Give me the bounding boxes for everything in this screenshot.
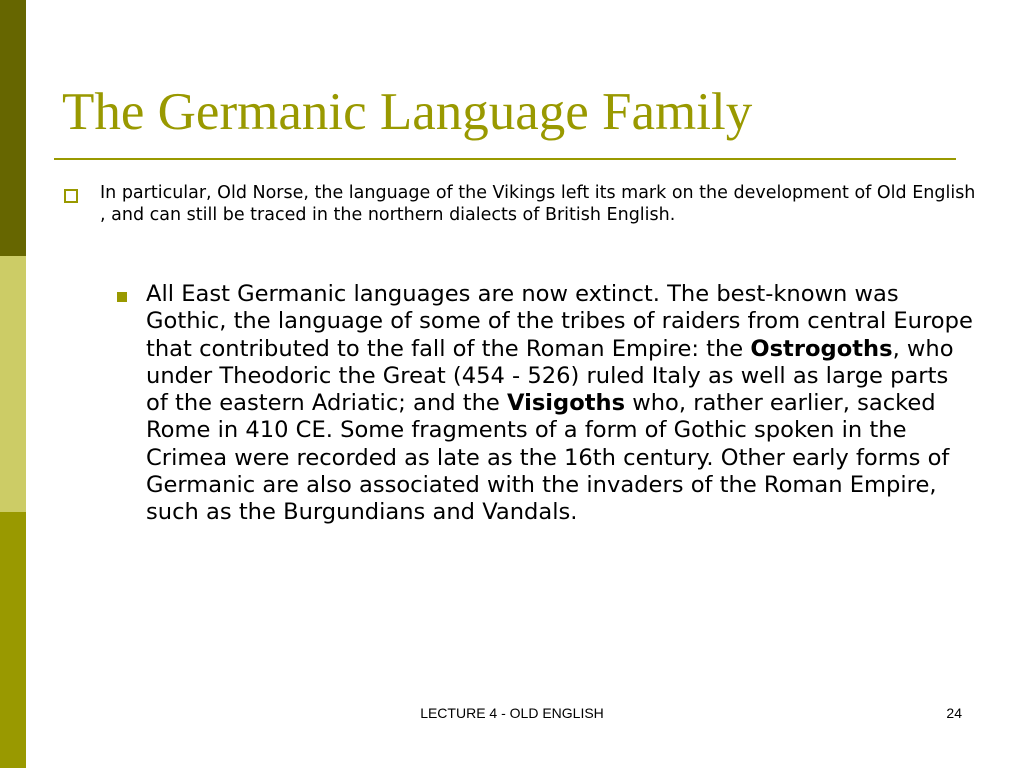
slide-title: The Germanic Language Family bbox=[62, 83, 753, 141]
title-underline bbox=[54, 158, 956, 160]
bullet-level2-segment: who, rather earlier, sacked Rome in 410 CE. Some fragments of a form of Gothic spoken in the Crimea were recorded as late as the 16th century. Other early forms of Germanic are also associated with the invaders of the Roman Empire, such as the Burgundians and Vandals. bbox=[146, 390, 950, 526]
hollow-square-bullet-icon bbox=[64, 189, 78, 203]
ostrogoths-term: Ostrogoths bbox=[750, 335, 893, 362]
left-band-light bbox=[0, 256, 26, 512]
filled-square-bullet-icon bbox=[117, 292, 127, 302]
bullet-level2-segment: All East Germanic languages are now extinct. The best-known was Gothic, the language of some of the tribes of raiders from central Europe that contributed to the fall of the Roman Empire: the bbox=[146, 281, 973, 362]
footer-lecture-label: LECTURE 4 - OLD ENGLISH bbox=[420, 705, 604, 721]
footer-page-number: 24 bbox=[946, 705, 962, 721]
bullet-level1-text: In particular, Old Norse, the language of the Vikings left its mark on the development of Old English , and can still be traced in the northern dialects of British English. bbox=[100, 183, 976, 225]
bullet-level2-text bbox=[146, 281, 976, 527]
left-band-dark bbox=[0, 0, 26, 256]
visigoths-term: Visigoths bbox=[507, 390, 626, 417]
left-band-mid bbox=[0, 512, 26, 768]
bullet-level2-segment: , who under Theodoric the Great (454 - 526) ruled Italy as well as large parts of the eastern Adriatic; and the bbox=[146, 335, 954, 417]
